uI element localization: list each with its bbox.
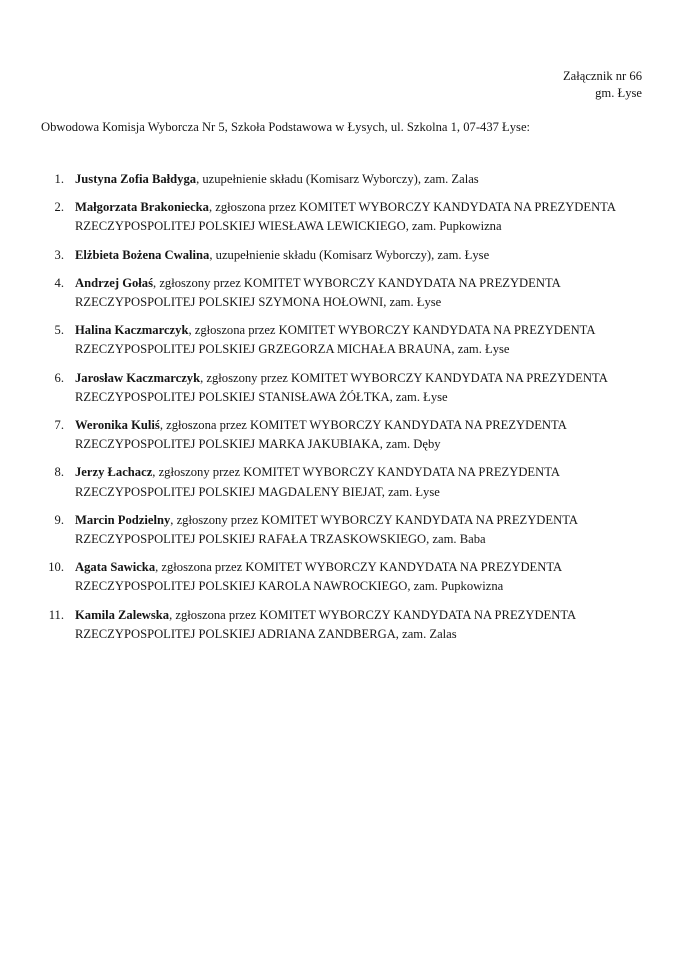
member-number: 8. <box>54 465 64 480</box>
member-list-item <box>41 198 649 236</box>
member-list-item <box>41 170 649 189</box>
member-entry <box>75 511 649 549</box>
member-name: Agata Sawicka <box>75 560 156 575</box>
member-name: Kamila Zalewska <box>75 607 170 622</box>
member-entry <box>75 369 649 407</box>
member-entry <box>75 606 649 644</box>
member-number: 9. <box>54 512 64 527</box>
member-details: , zgłoszony przez KOMITET WYBORCZY KANDYDATA NA PREZYDENTA RZECZYPOSPOLITEJ POLSKIEJ RAFAŁA TRZASKOWSKIEGO, zam. Baba <box>75 512 578 547</box>
member-name: Małgorzata Brakoniecka <box>75 200 209 215</box>
member-entry <box>75 246 649 265</box>
member-name: Weronika Kuliś <box>75 418 160 433</box>
member-list-item <box>41 369 649 407</box>
member-details: , zgłoszona przez KOMITET WYBORCZY KANDYDATA NA PREZYDENTA RZECZYPOSPOLITEJ POLSKIEJ MARKA JAKUBIAKA, zam. Dęby <box>75 418 567 452</box>
member-name: Marcin Podzielny <box>75 512 171 527</box>
member-number: 5. <box>54 323 64 338</box>
member-details: , zgłoszona przez KOMITET WYBORCZY KANDYDATA NA PREZYDENTA RZECZYPOSPOLITEJ POLSKIEJ GRZEGORZA MICHAŁA BRAUNA, zam. Łyse <box>75 323 595 357</box>
member-details: , zgłoszona przez KOMITET WYBORCZY KANDYDATA NA PREZYDENTA RZECZYPOSPOLITEJ POLSKIEJ WIESŁAWA LEWICKIEGO, zam. Pupkowizna <box>75 200 616 234</box>
member-list-item <box>41 321 649 359</box>
member-entry <box>75 321 649 359</box>
member-entry <box>75 416 649 454</box>
member-list-item <box>41 246 649 265</box>
member-entry <box>75 463 649 501</box>
member-details: , zgłoszony przez KOMITET WYBORCZY KANDYDATA NA PREZYDENTA RZECZYPOSPOLITEJ POLSKIEJ STANISŁAWA ŻÓŁTKA, zam. Łyse <box>75 370 608 404</box>
document-header <box>563 68 642 102</box>
member-name: Elżbieta Bożena Cwalina <box>75 247 210 262</box>
member-list-item <box>41 416 649 454</box>
member-entry <box>75 274 649 312</box>
member-name: Andrzej Gołaś <box>75 275 154 290</box>
member-details: , uzupełnienie składu (Komisarz Wyborczy), zam. Łyse <box>209 247 490 262</box>
member-name: Jerzy Łachacz <box>75 465 153 480</box>
member-details: , zgłoszona przez KOMITET WYBORCZY KANDYDATA NA PREZYDENTA RZECZYPOSPOLITEJ POLSKIEJ KAROLA NAWROCKIEGO, zam. Pupkowizna <box>75 560 562 594</box>
member-list-item <box>41 463 649 501</box>
member-number: 6. <box>54 370 64 385</box>
member-name: Halina Kaczmarczyk <box>75 323 189 338</box>
member-details: , zgłoszony przez KOMITET WYBORCZY KANDYDATA NA PREZYDENTA RZECZYPOSPOLITEJ POLSKIEJ SZYMONA HOŁOWNI, zam. Łyse <box>75 275 561 310</box>
member-number: 11. <box>48 607 64 622</box>
member-details: , uzupełnienie składu (Komisarz Wyborczy), zam. Zalas <box>196 172 479 186</box>
member-number: 1. <box>54 172 64 186</box>
member-list-item <box>41 558 649 596</box>
member-list-item <box>41 274 649 312</box>
member-entry <box>75 558 649 596</box>
attachment-number: Załącznik nr 66 <box>562 69 642 83</box>
municipality-name: gm. Łyse <box>595 86 642 100</box>
commission-member-list <box>41 170 649 653</box>
member-number: 10. <box>48 560 64 575</box>
member-number: 7. <box>54 418 64 433</box>
member-list-item <box>41 606 649 644</box>
member-number: 2. <box>54 200 64 215</box>
member-details: , zgłoszona przez KOMITET WYBORCZY KANDYDATA NA PREZYDENTA RZECZYPOSPOLITEJ POLSKIEJ ADRIANA ZANDBERGA, zam. Zalas <box>75 607 576 641</box>
member-number: 4. <box>54 275 64 290</box>
member-entry <box>75 170 649 189</box>
commission-intro-line: Obwodowa Komisja Wyborcza Nr 5, Szkoła Podstawowa w Łysych, ul. Szkolna 1, 07-437 Łyse: <box>41 120 531 134</box>
member-details: , zgłoszony przez KOMITET WYBORCZY KANDYDATA NA PREZYDENTA RZECZYPOSPOLITEJ POLSKIEJ MAGDALENY BIEJAT, zam. Łyse <box>75 465 560 499</box>
member-name: Justyna Zofia Bałdyga <box>75 172 197 186</box>
member-name: Jarosław Kaczmarczyk <box>75 370 201 385</box>
member-number: 3. <box>54 247 64 262</box>
member-list-item <box>41 511 649 549</box>
member-entry <box>75 198 649 236</box>
